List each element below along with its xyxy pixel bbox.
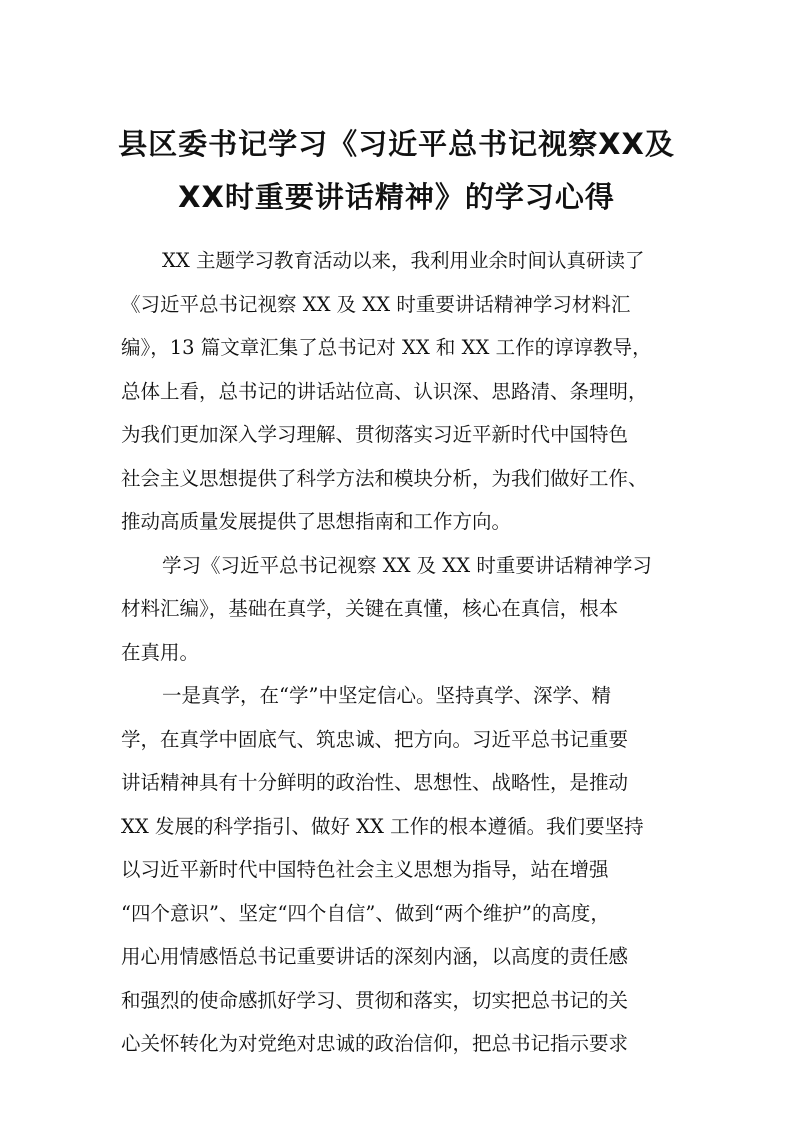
paragraph-2-line-1: 学习《习近平总书记视察 XX 及 XX 时重要讲话精神学习 — [162, 553, 652, 577]
paragraph-1-line-6: 社会主义思想提供了科学方法和模块分析，为我们做好工作、 — [121, 466, 648, 490]
paragraph-3-line-2: 学，在真学中固底气、筑忠诚、把方向。习近平总书记重要 — [121, 727, 629, 751]
document-body — [121, 239, 681, 1066]
paragraph-3-line-9: 心关怀转化为对党绝对忠诚的政治信仰，把总书记指示要求 — [121, 1032, 629, 1055]
paragraph-2-line-2: 材料汇编》，基础在真学，关键在真懂，核心在真信，根本 — [121, 597, 619, 620]
title-line-2: XX时重要讲话精神》的学习心得 — [178, 180, 615, 214]
paragraph-3-line-7: 用心用情感悟总书记重要讲话的深刻内涵，以高度的责任感 — [121, 945, 629, 968]
paragraph-1-line-4: 总体上看，总书记的讲话站位高、认识深、思路清、条理明， — [121, 379, 648, 403]
paragraph-3-line-8: 和强烈的使命感抓好学习、贯彻和落实，切实把总书记的关 — [121, 988, 629, 1012]
paragraph-1-line-5: 为我们更加深入学习理解、贯彻落实习近平新时代中国特色 — [121, 423, 629, 446]
title-line-1: 县区委书记学习《习近平总书记视察XX及 — [118, 127, 675, 161]
paragraph-2-line-3: 在真用。 — [121, 640, 200, 664]
paragraph-1-line-1: XX 主题学习教育活动以来，我利用业余时间认真研读了 — [162, 249, 645, 272]
document-title — [100, 118, 693, 224]
paragraph-3-line-6: “四个意识”、坚定“四个自信”、做到“两个维护”的高度， — [121, 901, 610, 925]
paragraph-1-line-3: 编》，13 篇文章汇集了总书记对 XX 和 XX 工作的谆谆教导， — [121, 336, 652, 359]
paragraph-3-line-5: 以习近平新时代中国特色社会主义思想为指导，站在增强 — [121, 858, 609, 881]
paragraph-3-line-1: 一是真学，在“学”中坚定信心。坚持真学、深学、精 — [162, 684, 611, 707]
paragraph-3-line-3: 讲话精神具有十分鲜明的政治性、思想性、战略性，是推动 — [121, 771, 629, 794]
paragraph-1-line-2: 《习近平总书记视察 XX 及 XX 时重要讲话精神学习材料汇 — [121, 292, 631, 316]
paragraph-1-line-7: 推动高质量发展提供了思想指南和工作方向。 — [121, 510, 512, 533]
paragraph-3-line-4: XX 发展的科学指引、做好 XX 工作的根本遵循。我们要坚持 — [121, 814, 644, 838]
